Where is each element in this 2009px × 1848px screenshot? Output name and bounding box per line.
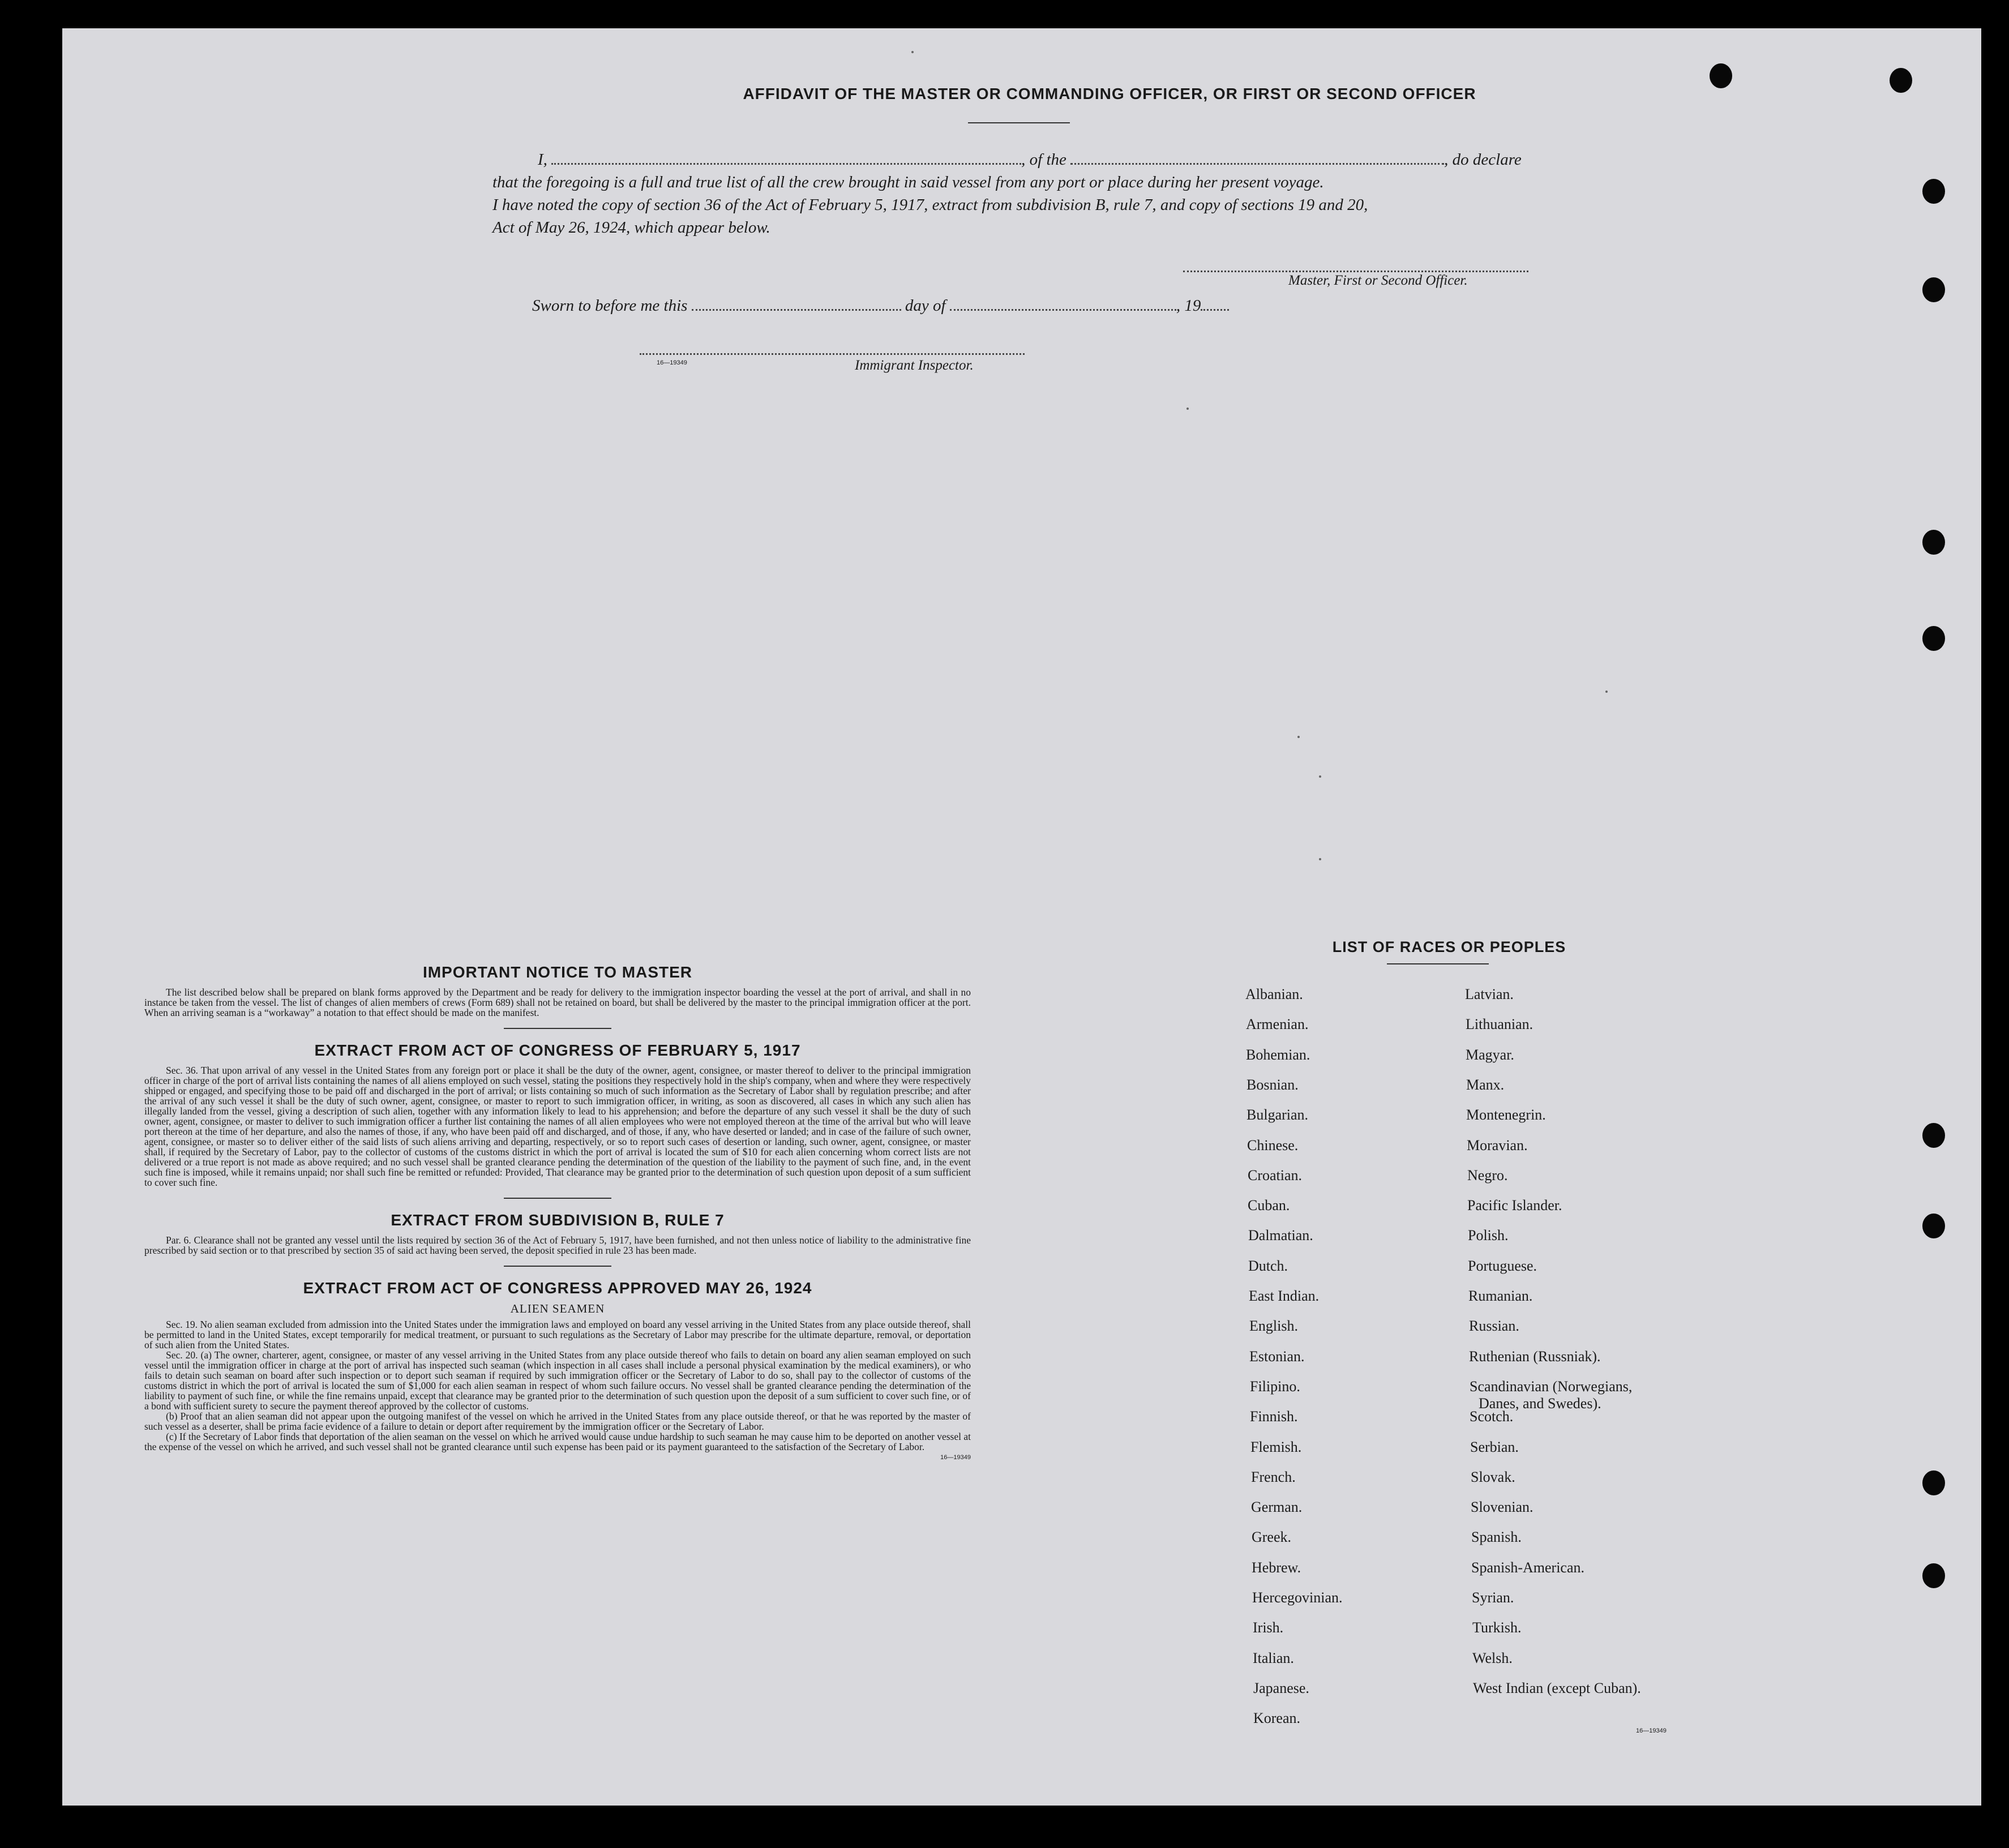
race-item: Armenian. — [1246, 1016, 1309, 1032]
race-item: German. — [1251, 1499, 1303, 1515]
form-sheet — [62, 28, 1981, 1806]
notice-column — [144, 963, 971, 1461]
sworn-day-field[interactable] — [692, 294, 901, 311]
race-item: Montenegrin. — [1466, 1107, 1546, 1123]
race-item: West Indian (except Cuban). — [1473, 1680, 1641, 1696]
master-signature-label: Master, First or Second Officer. — [1288, 273, 1468, 288]
speck — [1319, 775, 1321, 778]
inspector-signature-label: Immigrant Inspector. — [855, 358, 974, 373]
race-item: Spanish. — [1471, 1529, 1522, 1545]
affidavit-line-4: Act of May 26, 1924, which appear below. — [492, 218, 770, 237]
inspector-signature-line[interactable] — [640, 353, 1025, 355]
race-item: Irish. — [1253, 1619, 1284, 1636]
speck — [1605, 691, 1608, 693]
punch-hole-5 — [1922, 530, 1945, 555]
extract-form-number: 16—19349 — [940, 1454, 971, 1461]
race-item: Greek. — [1252, 1529, 1292, 1545]
race-item: Croatian. — [1248, 1167, 1303, 1184]
vessel-name-field[interactable] — [1070, 148, 1444, 165]
race-item: Korean. — [1253, 1710, 1301, 1726]
races-title: LIST OF RACES OR PEOPLES — [1332, 938, 1566, 955]
race-item: Filipino. — [1250, 1378, 1300, 1395]
affidavit-line-3: I have noted the copy of section 36 of the Act of February 5, 1917, extract from subdivision B, rule 7, and copy of sections 19 and 20, — [492, 196, 1368, 214]
affidavit-i: I, — [538, 151, 547, 169]
race-item: East Indian. — [1249, 1288, 1320, 1304]
race-item: Chinese. — [1247, 1137, 1299, 1154]
speck — [911, 51, 914, 53]
race-item: Cuban. — [1248, 1197, 1290, 1214]
race-item: Welsh. — [1472, 1650, 1513, 1666]
race-item: Ruthenian (Russniak). — [1469, 1348, 1601, 1365]
punch-hole-6 — [1922, 626, 1945, 651]
punch-hole-10 — [1922, 1563, 1945, 1588]
notice-text: The list described below shall be prepared on blank forms approved by the Department and be ready for delivery to the immigration inspector boarding the vessel at the port of arrival, and shall in no instance be taken from the vessel. The list of changes of alien members of crews (Form 689) shall not be retained on board, but shall be delivered by the master to the principal immigration officer at the port. When an arriving seaman is a “workaway” a notation to that effect should be made on the manifest. — [144, 987, 971, 1018]
punch-hole-7 — [1922, 1123, 1945, 1148]
punch-hole-1 — [1710, 63, 1732, 88]
race-item: Flemish. — [1250, 1439, 1302, 1455]
race-item: Polish. — [1468, 1227, 1509, 1244]
race-item: Moravian. — [1467, 1137, 1528, 1154]
officer-name-field[interactable] — [551, 148, 1021, 165]
affidavit-body — [492, 148, 1619, 239]
race-item: Latvian. — [1465, 986, 1514, 1002]
race-item: Bulgarian. — [1246, 1107, 1309, 1123]
race-item: Finnish. — [1250, 1408, 1298, 1425]
extract-1924-title: EXTRACT FROM ACT OF CONGRESS APPROVED MAY 26, 1924 — [303, 1279, 812, 1297]
sworn-day-of: day of — [905, 297, 946, 315]
race-item: Syrian. — [1472, 1589, 1514, 1606]
race-item: Hercegovinian. — [1252, 1589, 1343, 1606]
race-item: Dutch. — [1248, 1258, 1288, 1274]
speck — [1186, 408, 1189, 410]
affidavit-title: AFFIDAVIT OF THE MASTER OR COMMANDING OFFICER, OR FIRST OR SECOND OFFICER — [743, 85, 1476, 102]
race-item: Dalmatian. — [1248, 1227, 1313, 1244]
race-item: English. — [1249, 1318, 1298, 1334]
extract-1917-text: Sec. 36. That upon arrival of any vessel in the United States from any foreign port or place it shall be the duty of the owner, agent, consignee, or master thereof to deliver to the principal immigration officer in charge of the port of arrival lists containing the names of all aliens employed on such vessel, stating the positions they respectively hold in the ship's company, when and where they were respectively shipped or engaged, and specifying those to be paid off and discharged in the port of arrival; or lists containing so much of such information as the Secretary of Labor shall by regulation prescribe; and after the arrival of any such vessel it shall be the duty of such owner, agent, consignee, or master to report to such immigration officer, in writing, as soon as discovered, all cases in which any such alien has illegally landed from the vessel, giving a description of such alien, together with any information likely to lead to his apprehension; and before the departure of any such vessel it shall be the duty of such owner, agent, consignee, or master to deliver to such immigration officer a further list containing the names of all alien employees who were not employed thereon at the time of the arrival but who will leave port thereon at the time of her departure, and also the names of those, if any, who have been paid off and discharged, and of those, if any, who have deserted or landed; and in case of the failure of such owner, agent, consignee, or master so to deliver either of the said lists of such aliens arriving and departing, respectively, or so to report such cases of desertion or landing, such owner, agent, consignee, or master shall, if required by the Secretary of Labor, pay to the collector of customs of the customs district in which the port of arrival is located the sum of $10 for each alien concerning whom correct lists are not delivered or a true report is not made as above required; and no such vessel shall be granted clearance pending the determination of the question of the liability to the payment of such fine, and, in the event such fine is imposed, while it remains unpaid; nor shall such fine be remitted or refunded: Provided, That clearance may be granted prior to the determination of such question upon deposit of a sum sufficient to cover such fine. — [144, 1065, 971, 1188]
race-item: Albanian. — [1245, 986, 1303, 1002]
extract-rule7-text: Par. 6. Clearance shall not be granted any vessel until the lists required by section 36 of the Act of February 5, 1917, have been furnished, and not then unless notice of liability to the administrative fine prescribed by said section or to that prescribed by section 35 of said act having been served, the deposit specified in rule 23 has been made. — [144, 1234, 971, 1256]
race-item: Slovenian. — [1471, 1499, 1533, 1515]
race-item: Magyar. — [1466, 1047, 1514, 1063]
race-item: Negro. — [1467, 1167, 1508, 1184]
race-item: Spanish-American. — [1471, 1559, 1585, 1576]
punch-hole-8 — [1922, 1214, 1945, 1238]
extract-1924-sec20c: (c) If the Secretary of Labor finds that deportation of the alien seaman on the vessel on which he arrived would cause undue hardship to such seaman he may cause him to be deported on another vessel at the expense of the vessel on which he arrived, and such vessel shall not be granted clearance until such expense has been paid or its payment guaranteed to the satisfaction of the Secretary of Labor. — [144, 1431, 971, 1452]
race-item: Bohemian. — [1246, 1047, 1310, 1063]
speck — [1297, 736, 1300, 738]
affidavit-form-number: 16—19349 — [657, 359, 687, 366]
extract-1917-title: EXTRACT FROM ACT OF CONGRESS OF FEBRUARY 5, 1917 — [314, 1041, 801, 1059]
extract-rule7-title: EXTRACT FROM SUBDIVISION B, RULE 7 — [391, 1211, 725, 1229]
divider — [504, 1198, 611, 1199]
race-item: Italian. — [1253, 1650, 1294, 1666]
race-item: Manx. — [1466, 1077, 1505, 1093]
race-item: Scandinavian (Norwegians, — [1470, 1378, 1633, 1395]
race-item: Japanese. — [1253, 1680, 1309, 1696]
race-item: Rumanian. — [1468, 1288, 1533, 1304]
race-item: Hebrew. — [1252, 1559, 1301, 1576]
divider — [504, 1028, 611, 1029]
divider — [504, 1266, 611, 1267]
race-item: Russian. — [1469, 1318, 1519, 1334]
race-item: Portuguese. — [1468, 1258, 1537, 1274]
extract-1924-sec19: Sec. 19. No alien seaman excluded from admission into the United States under the immigration laws and employed on board any vessel arriving in the United States from any place outside thereof, shall be permitted to land in the United States, except temporarily for medical treatment, or pursuant to such regulations as the Secretary of Labor may prescribe for the ultimate departure, removal, or deportation of such alien from the United States. — [144, 1319, 971, 1350]
affidavit-declare: , do declare — [1444, 151, 1522, 169]
extract-1924-subtitle: ALIEN SEAMEN — [510, 1302, 605, 1315]
race-item: Danes, and Swedes). — [1479, 1395, 1601, 1412]
race-item: Turkish. — [1472, 1619, 1522, 1636]
race-item: French. — [1251, 1469, 1296, 1485]
sworn-year-field[interactable] — [1201, 294, 1229, 311]
race-item: Scotch. — [1470, 1408, 1514, 1425]
affidavit-divider — [968, 122, 1070, 123]
master-signature-line[interactable] — [1183, 271, 1528, 272]
races-divider — [1387, 963, 1489, 964]
extract-1924-sec20b: (b) Proof that an alien seaman did not appear upon the outgoing manifest of the vessel on which he arrived in the United States from any place outside thereof, or that he was reported by the master of such vessel as a deserter, shall be prima facie evidence of a failure to detain or deport after requirement by the immigration officer or the Secretary of Labor. — [144, 1410, 971, 1432]
notice-title: IMPORTANT NOTICE TO MASTER — [422, 963, 693, 981]
race-item: Slovak. — [1471, 1469, 1515, 1485]
speck — [1319, 858, 1321, 860]
sworn-year: , 19 — [1176, 297, 1201, 315]
affidavit-of-the: , of the — [1021, 151, 1066, 169]
punch-hole-2 — [1890, 68, 1912, 93]
race-item: Bosnian. — [1246, 1077, 1299, 1093]
punch-hole-3 — [1922, 179, 1945, 204]
affidavit-line-2: that the foregoing is a full and true list of all the crew brought in said vessel from any port or place during her present voyage. — [492, 173, 1324, 191]
punch-hole-9 — [1922, 1470, 1945, 1495]
sworn-statement — [532, 294, 1229, 315]
races-form-number: 16—19349 — [1636, 1727, 1667, 1734]
sworn-month-field[interactable] — [950, 294, 1176, 311]
punch-hole-4 — [1922, 277, 1945, 302]
extract-1924-sec20a: Sec. 20. (a) The owner, charterer, agent, consignee, or master of any vessel arriving in the United States from any place outside thereof who fails to detain on board any alien seaman employed on such vessel until the immigration officer in charge at the port of arrival has inspected such seaman (which inspection in all cases shall include a personal physical examination by the medical examiners), or who fails to detain such seaman on board after such inspection or to deport such seaman if required by such immigration officer or the Secretary of Labor to do so, shall pay to the collector of customs of the customs district in which the port of arrival is located the sum of $1,000 for each alien seaman in respect of whom such failure occurs. No vessel shall be granted clearance pending the determination of the liability to payment of such fine, or while the fine remains unpaid, except that clearance may be granted prior to the determination of such question upon the deposit of a sum sufficient to cover such fine, or of a bond with sufficient surety to secure the payment thereof approved by the collector of customs. — [144, 1349, 971, 1412]
race-item: Pacific Islander. — [1467, 1197, 1562, 1214]
race-item: Lithuanian. — [1466, 1016, 1533, 1032]
race-item: Serbian. — [1470, 1439, 1519, 1455]
sworn-prefix: Sworn to before me this — [532, 297, 688, 315]
race-item: Estonian. — [1249, 1348, 1305, 1365]
